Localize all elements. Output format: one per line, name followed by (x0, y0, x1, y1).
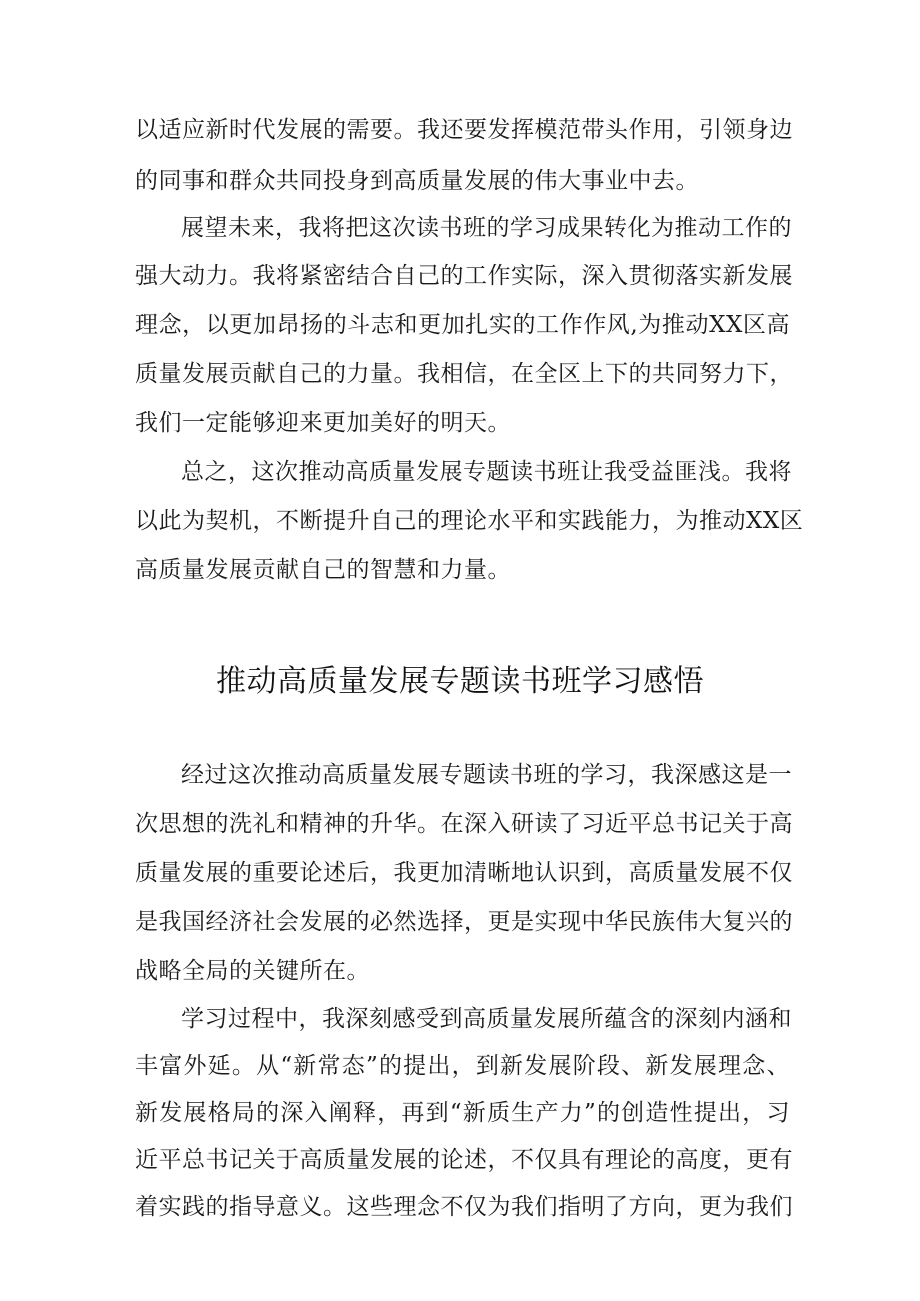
paragraph-line: 强大动力。我将紧密结合自己的工作实际，深入贯彻落实新发展 (135, 263, 793, 289)
paragraph-line: 理念，以更加昂扬的斗志和更加扎实的工作作风,为推动XX区高 (135, 312, 790, 338)
paragraph-line: 学习过程中，我深刻感受到高质量发展所蕴含的深刻内涵和 (181, 1006, 792, 1032)
paragraph-line: 高质量发展贡献自己的智慧和力量。 (135, 557, 511, 583)
paragraph-line: 以此为契机，不断提升自己的理论水平和实践能力，为推动XX区 (135, 508, 804, 534)
paragraph-line: 质量发展的重要论述后，我更加清晰地认识到，高质量发展不仅 (135, 860, 793, 886)
paragraph-line: 展望未来，我将把这次读书班的学习成果转化为推动工作的 (181, 215, 792, 241)
paragraph-line: 的同事和群众共同投身到高质量发展的伟大事业中去。 (135, 168, 699, 194)
paragraph-line: 着实践的指导意义。这些理念不仅为我们指明了方向，更为我们 (135, 1194, 793, 1220)
article-title: 推动高质量发展专题读书班学习感悟 (216, 664, 704, 699)
paragraph-line: 我们一定能够迎来更加美好的明天。 (135, 410, 511, 436)
paragraph-line: 以适应新时代发展的需要。我还要发挥模范带头作用，引领身边 (135, 117, 793, 143)
paragraph-line: 是我国经济社会发展的必然选择，更是实现中华民族伟大复兴的 (135, 909, 793, 935)
paragraph-line: 近平总书记关于高质量发展的论述，不仅具有理论的高度，更有 (135, 1147, 793, 1173)
paragraph-line: 经过这次推动高质量发展专题读书班的学习，我深感这是一 (181, 762, 792, 788)
paragraph-line: 质量发展贡献自己的力量。我相信，在全区上下的共同努力下， (135, 361, 793, 387)
paragraph-line: 次思想的洗礼和精神的升华。在深入研读了习近平总书记关于高 (135, 811, 793, 837)
paragraph-line: 总之，这次推动高质量发展专题读书班让我受益匪浅。我将 (181, 459, 792, 485)
paragraph-line: 丰富外延。从“新常态”的提出，到新发展阶段、新发展理念、 (135, 1053, 790, 1079)
paragraph-line: 新发展格局的深入阐释，再到“新质生产力”的创造性提出，习 (135, 1100, 790, 1126)
paragraph-line: 战略全局的关键所在。 (135, 958, 370, 984)
